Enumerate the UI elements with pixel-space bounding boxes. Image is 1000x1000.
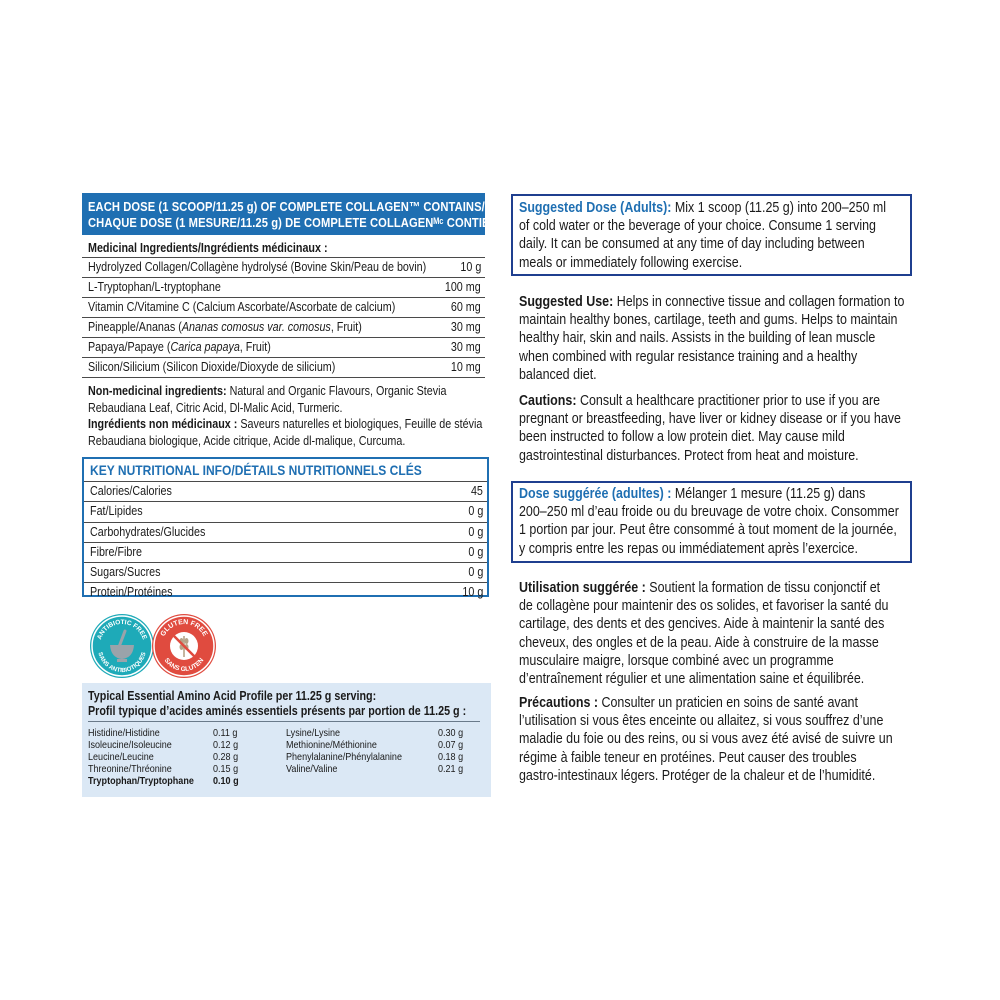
amino-name: Tryptophan/Tryptophane <box>88 775 194 787</box>
table-row <box>84 582 487 602</box>
ingredient-name: Papaya/Papaye (Carica papaya, Fruit) <box>88 340 271 354</box>
suggested-dose-fr: Dose suggérée (adultes) : Mélanger 1 mesure (11.25 g) dans 200–250 ml d’eau froide ou du breuvage de votre choix. Consommer 1 portion par jour. Peut être consommé à tout moment de la journée, y compris entre les repas ou immédiatement après l’exercice. <box>519 486 899 557</box>
table-row <box>82 317 485 337</box>
amino-name: Threonine/Thréonine <box>88 763 172 775</box>
nutrient-name: Calories/Calories <box>90 484 172 498</box>
table-row <box>82 297 485 317</box>
nutrient-value: 0 g <box>468 504 483 519</box>
amino-value: 0.11 g <box>213 727 238 739</box>
wheat-crossed-icon <box>152 614 216 678</box>
amino-value: 0.18 g <box>438 751 464 763</box>
nutrient-value: 0 g <box>468 524 483 539</box>
cautions-en: Cautions: Consult a healthcare practitioner prior to use if you are pregnant or breastfeeding, have liver or kidney disease or if you have been instructed to follow a low protein diet. May cause mild gastrointestinal disturbances. Protect from heat and moisture. <box>519 393 901 464</box>
svg-text:SANS ANTIBIOTIQUES: SANS ANTIBIOTIQUES <box>96 651 148 675</box>
key-nutrition-title: KEY NUTRITIONAL INFO/DÉTAILS NUTRITIONNELS CLÉS <box>90 462 422 478</box>
nutrient-value: 0 g <box>468 544 483 559</box>
amino-value: 0.30 g <box>438 727 464 739</box>
non-medicinal-ingredients: Non-medicinal ingredients: Natural and Organic Flavours, Organic Stevia Rebaudiana Leaf, Citric Acid, Dl-Malic Acid, Turmeric. Ingrédients non médicinaux : Saveurs naturelles et biologiques, Feuille de stévia Rebaudiana biologique, Acide citrique, Acide dl-malique, Curcuma. <box>88 384 483 448</box>
table-row <box>84 501 487 521</box>
amino-name: Phenylalanine/Phénylalanine <box>286 751 402 763</box>
table-row <box>84 562 487 582</box>
svg-text:GLUTEN FREE: GLUTEN FREE <box>159 618 209 638</box>
medicinal-ingredients-heading: Medicinal Ingredients/Ingrédients médicinaux : <box>88 241 328 255</box>
precautions-fr: Précautions : Consulter un praticien en soins de santé avant l’utilisation si vous êtes enceinte ou allaitez, si vous souffrez d’une maladie du foie ou des reins, ou si vous avez été avisé de suivre un régime à faible teneur en protéines. Peut causer des troubles gastro-intestinaux légers. Protéger de la chaleur et de l’humidité. <box>519 695 893 784</box>
ingredient-name: Hydrolyzed Collagen/Collagène hydrolysé (Bovine Skin/Peau de bovin) <box>88 260 427 274</box>
medicinal-ingredients-table <box>82 257 485 378</box>
ingredient-name: Pineapple/Ananas (Ananas comosus var. comosus, Fruit) <box>88 320 362 334</box>
amino-name: Valine/Valine <box>286 763 338 775</box>
ingredient-amount: 10 g <box>460 260 481 274</box>
mortar-pestle-icon <box>90 614 154 678</box>
supplement-facts-header <box>82 193 512 235</box>
amino-value: 0.12 g <box>213 739 239 751</box>
suggested-use-fr: Utilisation suggérée : Soutient la formation de tissu conjonctif et de collagène pour maintenir des os solides, et favoriser la santé du cartilage, des dents et des gencives. Aide à maintenir la santé des cheveux, des ongles et de la peau. Aide à construire de la masse musculaire maigre, lorsque combiné avec un programme d’entraînement régulier et une alimentation saine et équilibrée. <box>519 580 889 688</box>
header-line-en: EACH DOSE (1 SCOOP/11.25 g) OF COMPLETE COLLAGEN™ CONTAINS/ <box>88 199 485 214</box>
ingredient-name: Vitamin C/Vitamine C (Calcium Ascorbate/Ascorbate de calcium) <box>88 300 396 314</box>
table-row <box>84 542 487 562</box>
svg-text:ANTIBIOTIC FREE: ANTIBIOTIC FREE <box>96 618 148 641</box>
nutrient-name: Carbohydrates/Glucides <box>90 524 206 539</box>
nutrient-value: 10 g <box>462 585 483 600</box>
table-row <box>84 522 487 542</box>
header-line-fr: CHAQUE DOSE (1 MESURE/11.25 g) DE COMPLETE COLLAGENᴹᶜ CONTIENT : <box>88 215 512 230</box>
amino-name: Lysine/Lysine <box>286 727 341 739</box>
nutrient-name: Fat/Lipides <box>90 504 143 519</box>
amino-value: 0.07 g <box>438 739 464 751</box>
amino-profile-title: Typical Essential Amino Acid Profile per 11.25 g serving: Profil typique d’acides aminés essentiels présents par portion de 11.25 g : <box>88 689 467 718</box>
amino-acid-profile-box <box>82 683 491 797</box>
suggested-dose-en: Suggested Dose (Adults): Mix 1 scoop (11.25 g) into 200–250 ml of cold water or the beverage of your choice. Consume 1 serving daily. It can be consumed at any time of day including between meals or immediately following exercise. <box>519 200 887 271</box>
amino-value: 0.21 g <box>438 763 464 775</box>
table-row <box>82 357 485 377</box>
svg-text:SANS GLUTEN: SANS GLUTEN <box>162 657 206 674</box>
amino-name: Histidine/Histidine <box>88 727 160 739</box>
table-row <box>82 337 485 357</box>
ingredient-amount: 30 mg <box>451 340 481 354</box>
amino-value: 0.10 g <box>213 775 239 787</box>
section-heading: Dose suggérée (adultes) : <box>519 486 672 502</box>
ingredient-name: Silicon/Silicium (Silicon Dioxide/Dioxyde de silicium) <box>88 360 336 374</box>
amino-value: 0.28 g <box>213 751 239 763</box>
ingredient-amount: 100 mg <box>445 280 481 294</box>
gluten-free-badge <box>152 614 216 678</box>
section-heading: Cautions: <box>519 393 577 409</box>
amino-name: Isoleucine/Isoleucine <box>88 739 172 751</box>
section-heading: Suggested Dose (Adults): <box>519 200 672 216</box>
nutrient-name: Protein/Protéines <box>90 585 173 600</box>
nutrient-name: Fibre/Fibre <box>90 544 142 559</box>
nutrient-name: Sugars/Sucres <box>90 565 161 580</box>
key-nutritional-info-box <box>82 457 489 600</box>
ingredient-name: L-Tryptophan/L-tryptophane <box>88 280 221 294</box>
table-row <box>82 277 485 297</box>
section-heading: Précautions : <box>519 695 598 711</box>
nutrient-value: 45 <box>471 484 483 498</box>
nutrition-table <box>84 481 487 603</box>
suggested-use-en: Suggested Use: Helps in connective tissue and collagen formation to maintain healthy bones, cartilage, teeth and gums. Helps to maintain healthy hair, skin and nails. Assists in the building of lean muscle when combined with regular resistance training and a healthy balanced diet. <box>519 294 905 383</box>
amino-name: Leucine/Leucine <box>88 751 154 763</box>
section-heading: Utilisation suggérée : <box>519 580 646 596</box>
nutrient-value: 0 g <box>468 565 483 580</box>
amino-value: 0.15 g <box>213 763 239 775</box>
ingredient-amount: 60 mg <box>451 300 481 314</box>
divider <box>88 721 480 722</box>
antibiotic-free-badge <box>90 614 154 678</box>
table-row <box>84 481 487 501</box>
ingredient-amount: 30 mg <box>451 320 481 334</box>
table-row <box>82 257 485 277</box>
section-heading: Suggested Use: <box>519 294 614 310</box>
ingredient-amount: 10 mg <box>451 360 481 374</box>
amino-name: Methionine/Méthionine <box>286 739 377 751</box>
